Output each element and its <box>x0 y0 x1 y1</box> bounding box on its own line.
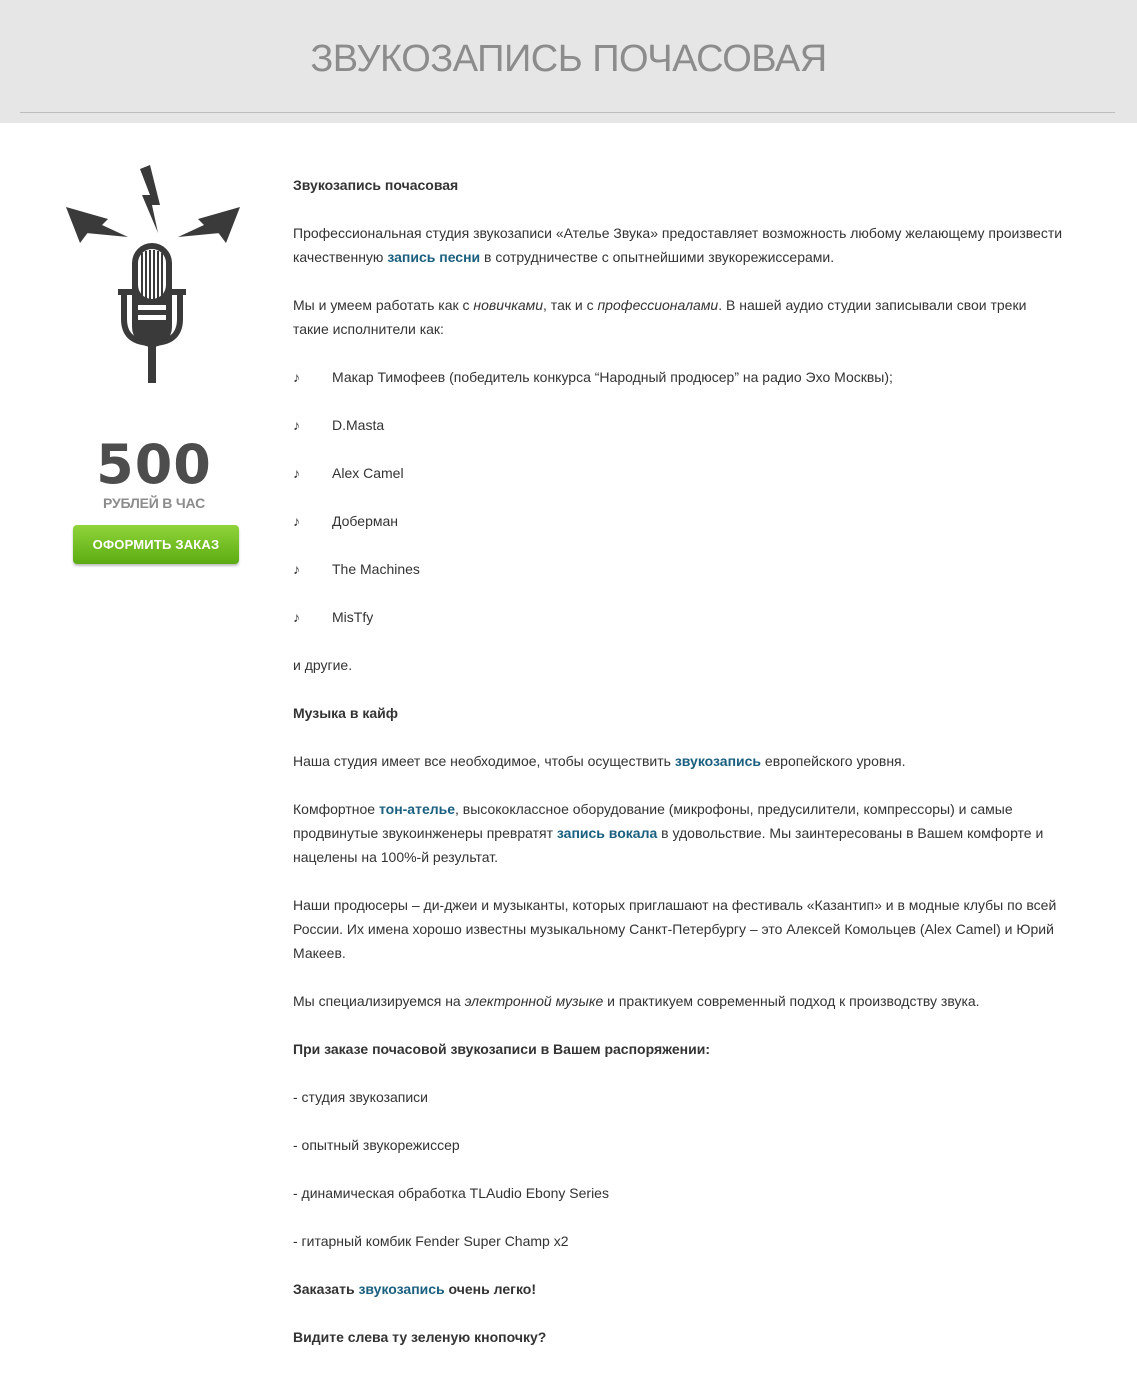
intro-paragraph: Профессиональная студия звукозаписи «Ателье Звука» предоставляет возможность любому желающему произвести качественную запись песни в сотрудничестве с опытнейшими звукорежиссерами. <box>293 225 1063 265</box>
question-text: Видите слева ту зеленую кнопочку? <box>293 1329 547 1345</box>
music-note-icon: ♪ <box>293 513 300 529</box>
cta-text: Заказать звукозапись очень легко! <box>293 1281 536 1297</box>
music-note-icon: ♪ <box>293 609 300 625</box>
link-ton-atele[interactable]: тон-ателье <box>378 801 456 817</box>
features-heading: При заказе почасовой звукозаписи в Вашем распоряжении: <box>293 1041 710 1057</box>
music-note-icon: ♪ <box>293 561 300 577</box>
article-heading: Звукозапись почасовая <box>293 177 459 193</box>
page-title: ЗВУКОЗАПИСЬ ПОЧАСОВАЯ <box>310 38 827 80</box>
page-header <box>0 0 1137 123</box>
music-note-icon: ♪ <box>293 465 300 481</box>
link-zvukozapis[interactable]: звукозапись <box>674 753 762 769</box>
music-note-icon: ♪ <box>293 369 300 385</box>
studio-paragraph: Наша студия имеет все необходимое, чтобы осуществить звукозапись европейского уровня. <box>293 753 906 769</box>
comfort-paragraph: Комфортное тон-ателье, высококлассное оборудование (микрофоны, предусилители, компрессоры) и самые продвинутые звукоинженеры превратят запись вокала в удовольствие. Мы заинтересованы в Вашем комфорте и нацелены на 100%-й результат. <box>293 801 1044 865</box>
feature-item: - гитарный комбик Fender Super Champ x2 <box>293 1233 569 1249</box>
link-zapis-vokala[interactable]: запись вокала <box>556 825 658 841</box>
feature-item: - динамическая обработка TLAudio Ebony Series <box>293 1185 609 1201</box>
specialization-paragraph: Мы специализируемся на электронной музыке и практикуем современный подход к производству звука. <box>293 993 980 1009</box>
feature-item: - студия звукозаписи <box>293 1089 429 1105</box>
header-divider <box>20 112 1115 113</box>
experience-paragraph: Мы и умеем работать как с новичками, так и с профессионалами. В нашей аудио студии записывали свои треки такие исполнители как: <box>293 297 1027 337</box>
price-value: 500 <box>96 433 212 496</box>
link-zvukozapis-cta[interactable]: звукозапись <box>358 1281 445 1297</box>
and-others-text: и другие. <box>293 657 353 673</box>
producers-paragraph: Наши продюсеры – ди-джеи и музыканты, которых приглашают на фестиваль «Казантип» и в модные клубы по всей России. Их имена хорошо известны музыкальному Санкт-Петербургу – это Алексей Комольцев (Alex Camel) и Юрий Макеев. <box>293 897 1057 961</box>
link-zapis-pesni[interactable]: запись песни <box>387 249 481 265</box>
price-unit: РУБЛЕЙ В ЧАС <box>103 495 205 511</box>
feature-item: - опытный звукорежиссер <box>293 1137 460 1153</box>
music-note-icon: ♪ <box>293 417 300 433</box>
microphone-icon <box>62 161 244 389</box>
order-button[interactable]: ОФОРМИТЬ ЗАКАЗ <box>73 525 239 564</box>
section-heading: Музыка в кайф <box>293 705 399 721</box>
